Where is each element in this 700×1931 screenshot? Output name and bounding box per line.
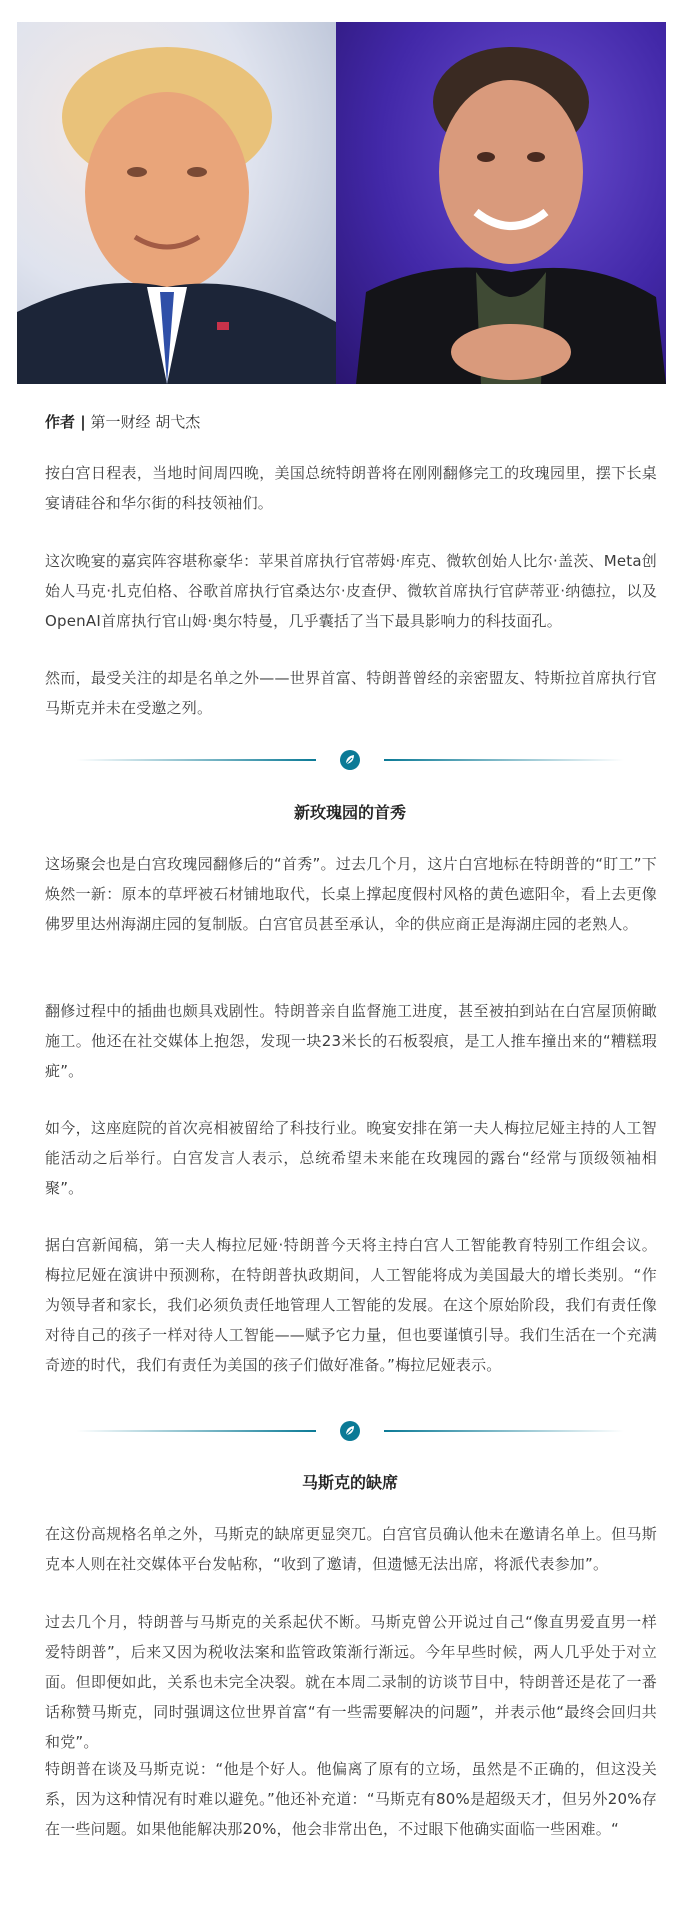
paragraph: 在这份高规格名单之外，马斯克的缺席更显突兀。白宫官员确认他未在邀请名单上。但马斯克本人则在社交媒体平台发帖称，“收到了邀请，但遗憾无法出席，将派代表参加”。 bbox=[45, 1525, 657, 1573]
section-title: 新玫瑰园的首秀 bbox=[293, 803, 406, 822]
portrait-left-icon bbox=[17, 22, 336, 384]
hero-image bbox=[17, 22, 666, 384]
paragraph: 如今，这座庭院的首次亮相被留给了科技行业。晚宴安排在第一夫人梅拉尼娅主持的人工智能活动之后举行。白宫发言人表示，总统希望未来能在玫瑰园的露台“经常与顶级领袖相聚”。 bbox=[45, 1119, 657, 1197]
paragraph: 据白宫新闻稿，第一夫人梅拉尼娅·特朗普今天将主持白宫人工智能教育特别工作组会议。梅拉尼娅在演讲中预测称，在特朗普执政期间，人工智能将成为美国最大的增长类别。“作为领导者和家长，我们必须负责任地管理人工智能的发展。在这个原始阶段，我们有责任像对待自己的孩子一样对待人工智能——赋予它力量，但也要谨慎引导。我们生活在一个充满奇迹的时代，我们有责任为美国的孩子们做好准备。”梅拉尼娅表示。 bbox=[45, 1236, 657, 1374]
divider-line bbox=[384, 759, 624, 761]
byline-author: 第一财经 胡弋杰 bbox=[85, 413, 201, 431]
section-divider bbox=[76, 1421, 624, 1441]
section-title: 马斯克的缺席 bbox=[301, 1473, 398, 1492]
portrait-left bbox=[17, 22, 336, 384]
section-divider bbox=[76, 750, 624, 770]
portrait-right-icon bbox=[336, 22, 666, 384]
paragraph: 按白宫日程表，当地时间周四晚，美国总统特朗普将在刚刚翻修完工的玫瑰园里，摆下长桌宴请硅谷和华尔街的科技领袖们。 bbox=[45, 464, 657, 512]
paragraph: 然而，最受关注的却是名单之外——世界首富、特朗普曾经的亲密盟友、特斯拉首席执行官马斯克并未在受邀之列。 bbox=[45, 669, 657, 717]
byline-label: 作者 | bbox=[45, 413, 86, 431]
divider-line bbox=[76, 759, 316, 761]
byline bbox=[45, 411, 200, 432]
paragraph: 这场聚会也是白宫玫瑰园翻修后的“首秀”。过去几个月，这片白宫地标在特朗普的“盯工”下焕然一新：原本的草坪被石材铺地取代，长桌上撑起度假村风格的黄色遮阳伞，看上去更像佛罗里达州海湖庄园的复制版。白宫官员甚至承认，伞的供应商正是海湖庄园的老熟人。 bbox=[45, 855, 657, 933]
divider-line bbox=[384, 1430, 624, 1432]
portrait-right bbox=[336, 22, 666, 384]
leaf-emblem-icon bbox=[340, 1421, 360, 1441]
paragraph: 特朗普在谈及马斯克说：“他是个好人。他偏离了原有的立场，虽然是不正确的，但这没关系，因为这种情况有时难以避免。”他还补充道：“马斯克有80%是超级天才，但另外20%存在一些问题。如果他能解决那20%，他会非常出色，不过眼下他确实面临一些困难。“ bbox=[45, 1760, 657, 1838]
paragraph: 翻修过程中的插曲也颇具戏剧性。特朗普亲自监督施工进度，甚至被拍到站在白宫屋顶俯瞰施工。他还在社交媒体上抱怨，发现一块23米长的石板裂痕，是工人推车撞出来的“糟糕瑕疵”。 bbox=[45, 1002, 657, 1080]
leaf-emblem-icon bbox=[340, 750, 360, 770]
divider-line bbox=[76, 1430, 316, 1432]
paragraph: 过去几个月，特朗普与马斯克的关系起伏不断。马斯克曾公开说过自己“像直男爱直男一样爱特朗普”，后来又因为税收法案和监管政策渐行渐远。今年早些时候，两人几乎处于对立面。但即便如此，关系也未完全决裂。就在本周二录制的访谈节目中，特朗普还是花了一番话称赞马斯克，同时强调这位世界首富“有一些需要解决的问题”，并表示他“最终会回归共和党”。 bbox=[45, 1613, 657, 1751]
paragraph: 这次晚宴的嘉宾阵容堪称豪华：苹果首席执行官蒂姆·库克、微软创始人比尔·盖茨、Meta创始人马克·扎克伯格、谷歌首席执行官桑达尔·皮查伊、微软首席执行官萨蒂亚·纳德拉，以及 OpenAI首席执行官山姆·奥尔特曼，几乎囊括了当下最具影响力的科技面孔。 bbox=[45, 552, 657, 630]
